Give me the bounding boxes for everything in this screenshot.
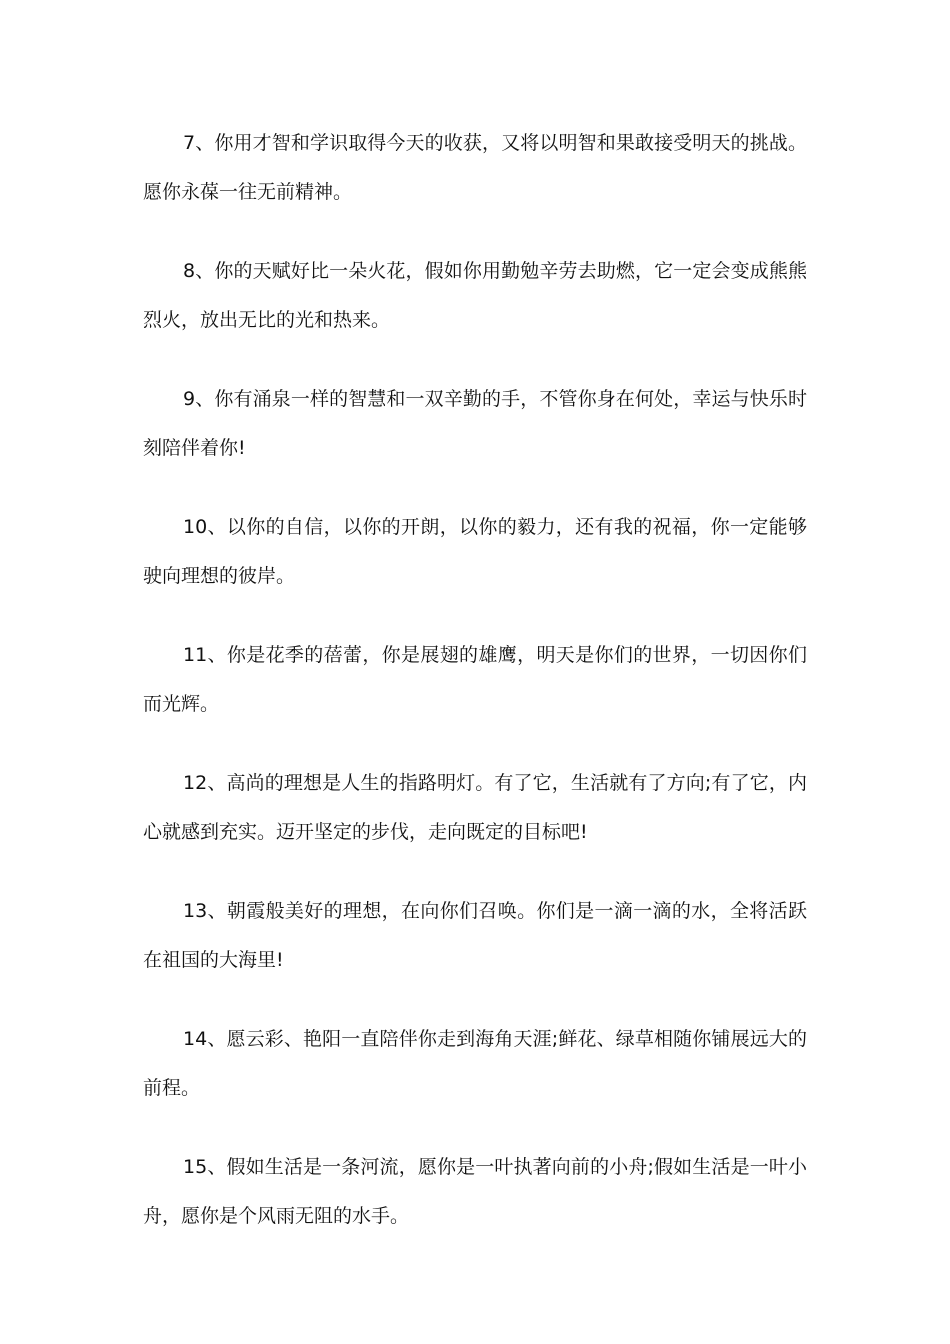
paragraph-12: 12、高尚的理想是人生的指路明灯。有了它，生活就有了方向;有了它，内心就感到充实。迈开坚定的步伐，走向既定的目标吧! bbox=[143, 772, 807, 843]
paragraph-8: 8、你的天赋好比一朵火花，假如你用勤勉辛劳去助燃，它一定会变成熊熊烈火，放出无比的光和热来。 bbox=[143, 260, 807, 331]
paragraph-13: 13、朝霞般美好的理想，在向你们召唤。你们是一滴一滴的水，全将活跃在祖国的大海里! bbox=[143, 900, 807, 971]
paragraph-15: 15、假如生活是一条河流，愿你是一叶执著向前的小舟;假如生活是一叶小舟，愿你是个风雨无阻的水手。 bbox=[143, 1156, 807, 1227]
paragraph-9: 9、你有涌泉一样的智慧和一双辛勤的手，不管你身在何处，幸运与快乐时刻陪伴着你! bbox=[143, 388, 807, 459]
document-body bbox=[143, 119, 807, 1271]
paragraph-11: 11、你是花季的蓓蕾，你是展翅的雄鹰，明天是你们的世界，一切因你们而光辉。 bbox=[143, 644, 807, 715]
paragraph-7: 7、你用才智和学识取得今天的收获，又将以明智和果敢接受明天的挑战。愿你永葆一往无前精神。 bbox=[143, 132, 807, 203]
paragraph-14: 14、愿云彩、艳阳一直陪伴你走到海角天涯;鲜花、绿草相随你铺展远大的前程。 bbox=[143, 1028, 807, 1099]
paragraph-10: 10、以你的自信，以你的开朗，以你的毅力，还有我的祝福，你一定能够驶向理想的彼岸。 bbox=[143, 516, 807, 587]
